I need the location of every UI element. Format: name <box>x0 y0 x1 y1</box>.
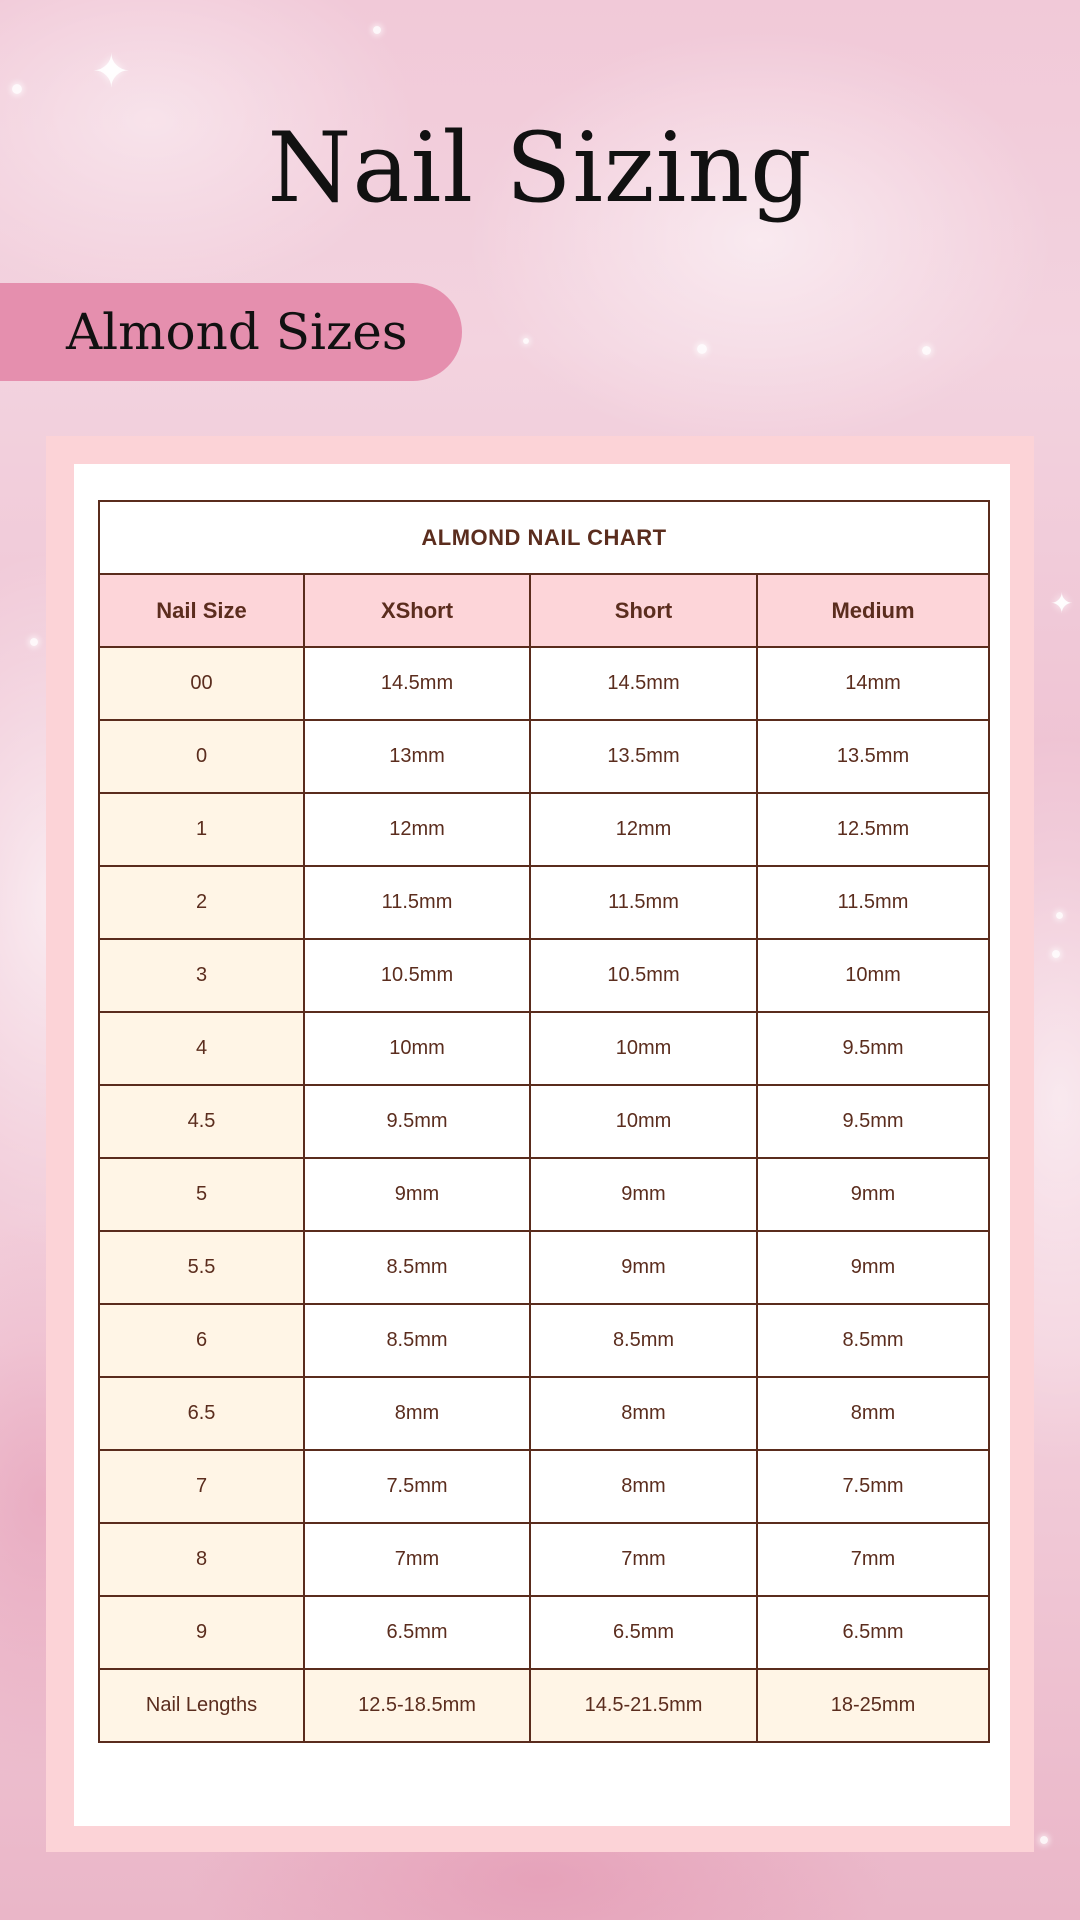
table-row <box>99 1523 989 1596</box>
sparkle-dot <box>12 84 22 94</box>
nail-size-cell: 8 <box>99 1523 304 1596</box>
length-cell: 6.5mm <box>530 1596 757 1669</box>
length-cell: 8mm <box>530 1377 757 1450</box>
column-header: Short <box>530 574 757 647</box>
nail-size-cell: 4 <box>99 1012 304 1085</box>
column-header: Medium <box>757 574 989 647</box>
length-cell: 9.5mm <box>757 1085 989 1158</box>
nail-size-cell: 00 <box>99 647 304 720</box>
table-row <box>99 793 989 866</box>
table-row <box>99 1377 989 1450</box>
length-cell: 7mm <box>530 1523 757 1596</box>
length-cell: 13mm <box>304 720 530 793</box>
nail-size-cell: 0 <box>99 720 304 793</box>
table-row <box>99 1450 989 1523</box>
table-row <box>99 1085 989 1158</box>
length-cell: 10.5mm <box>304 939 530 1012</box>
length-cell: 11.5mm <box>304 866 530 939</box>
nail-size-cell: 5 <box>99 1158 304 1231</box>
table-row <box>99 1158 989 1231</box>
length-cell: 8mm <box>757 1377 989 1450</box>
sparkle-dot <box>1040 1836 1048 1844</box>
sparkle-dot <box>1052 950 1060 958</box>
table-caption-row <box>99 501 989 574</box>
length-cell: 8.5mm <box>304 1304 530 1377</box>
length-cell: 7.5mm <box>757 1450 989 1523</box>
length-cell: 9mm <box>757 1231 989 1304</box>
length-cell: 9mm <box>530 1231 757 1304</box>
length-cell: 10mm <box>530 1012 757 1085</box>
table-row <box>99 720 989 793</box>
table-row <box>99 866 989 939</box>
nail-size-cell: 1 <box>99 793 304 866</box>
length-cell: 9mm <box>304 1158 530 1231</box>
length-cell: 11.5mm <box>530 866 757 939</box>
table-row <box>99 1012 989 1085</box>
length-cell: 13.5mm <box>757 720 989 793</box>
sparkle-dot <box>30 638 38 646</box>
nail-size-cell: 4.5 <box>99 1085 304 1158</box>
nail-size-cell: 3 <box>99 939 304 1012</box>
length-cell: 6.5mm <box>304 1596 530 1669</box>
sparkle-dot <box>922 346 931 355</box>
length-cell: 8mm <box>530 1450 757 1523</box>
nail-size-cell: 6 <box>99 1304 304 1377</box>
table-row <box>99 1304 989 1377</box>
nail-size-cell: 5.5 <box>99 1231 304 1304</box>
nail-size-cell: 2 <box>99 866 304 939</box>
length-cell: 10mm <box>304 1012 530 1085</box>
length-cell: 9.5mm <box>757 1012 989 1085</box>
length-cell: 10mm <box>757 939 989 1012</box>
sparkle-icon: ✦ <box>1050 587 1074 620</box>
length-cell: 7mm <box>304 1523 530 1596</box>
section-banner <box>0 283 462 381</box>
footer-cell: 12.5-18.5mm <box>304 1669 530 1742</box>
sparkle-dot <box>523 338 529 344</box>
footer-cell: 14.5-21.5mm <box>530 1669 757 1742</box>
table-caption: ALMOND NAIL CHART <box>99 501 989 574</box>
almond-nail-chart-table <box>98 500 990 1743</box>
length-cell: 14mm <box>757 647 989 720</box>
sparkle-dot <box>1056 912 1063 919</box>
length-cell: 7mm <box>757 1523 989 1596</box>
length-cell: 9mm <box>757 1158 989 1231</box>
length-cell: 14.5mm <box>530 647 757 720</box>
length-cell: 9.5mm <box>304 1085 530 1158</box>
length-cell: 12mm <box>304 793 530 866</box>
length-cell: 13.5mm <box>530 720 757 793</box>
length-cell: 12mm <box>530 793 757 866</box>
chart-card <box>74 464 1010 1826</box>
length-cell: 8.5mm <box>757 1304 989 1377</box>
column-header: XShort <box>304 574 530 647</box>
length-cell: 8.5mm <box>530 1304 757 1377</box>
table-row <box>99 1596 989 1669</box>
chart-frame <box>46 436 1034 1852</box>
sparkle-dot <box>697 344 707 354</box>
length-cell: 11.5mm <box>757 866 989 939</box>
sparkle-icon: ✦ <box>92 44 131 98</box>
table-row <box>99 939 989 1012</box>
table-row <box>99 647 989 720</box>
length-cell: 7.5mm <box>304 1450 530 1523</box>
footer-cell: 18-25mm <box>757 1669 989 1742</box>
table-row <box>99 1231 989 1304</box>
sparkle-dot <box>373 26 381 34</box>
length-cell: 9mm <box>530 1158 757 1231</box>
column-header: Nail Size <box>99 574 304 647</box>
nail-size-cell: 6.5 <box>99 1377 304 1450</box>
nail-size-cell: 9 <box>99 1596 304 1669</box>
page-title: Nail Sizing <box>267 112 813 224</box>
table-footer-row <box>99 1669 989 1742</box>
footer-label: Nail Lengths <box>99 1669 304 1742</box>
length-cell: 12.5mm <box>757 793 989 866</box>
section-label: Almond Sizes <box>66 303 408 361</box>
length-cell: 6.5mm <box>757 1596 989 1669</box>
nail-size-cell: 7 <box>99 1450 304 1523</box>
length-cell: 8.5mm <box>304 1231 530 1304</box>
length-cell: 8mm <box>304 1377 530 1450</box>
length-cell: 14.5mm <box>304 647 530 720</box>
length-cell: 10mm <box>530 1085 757 1158</box>
table-header-row <box>99 574 989 647</box>
length-cell: 10.5mm <box>530 939 757 1012</box>
